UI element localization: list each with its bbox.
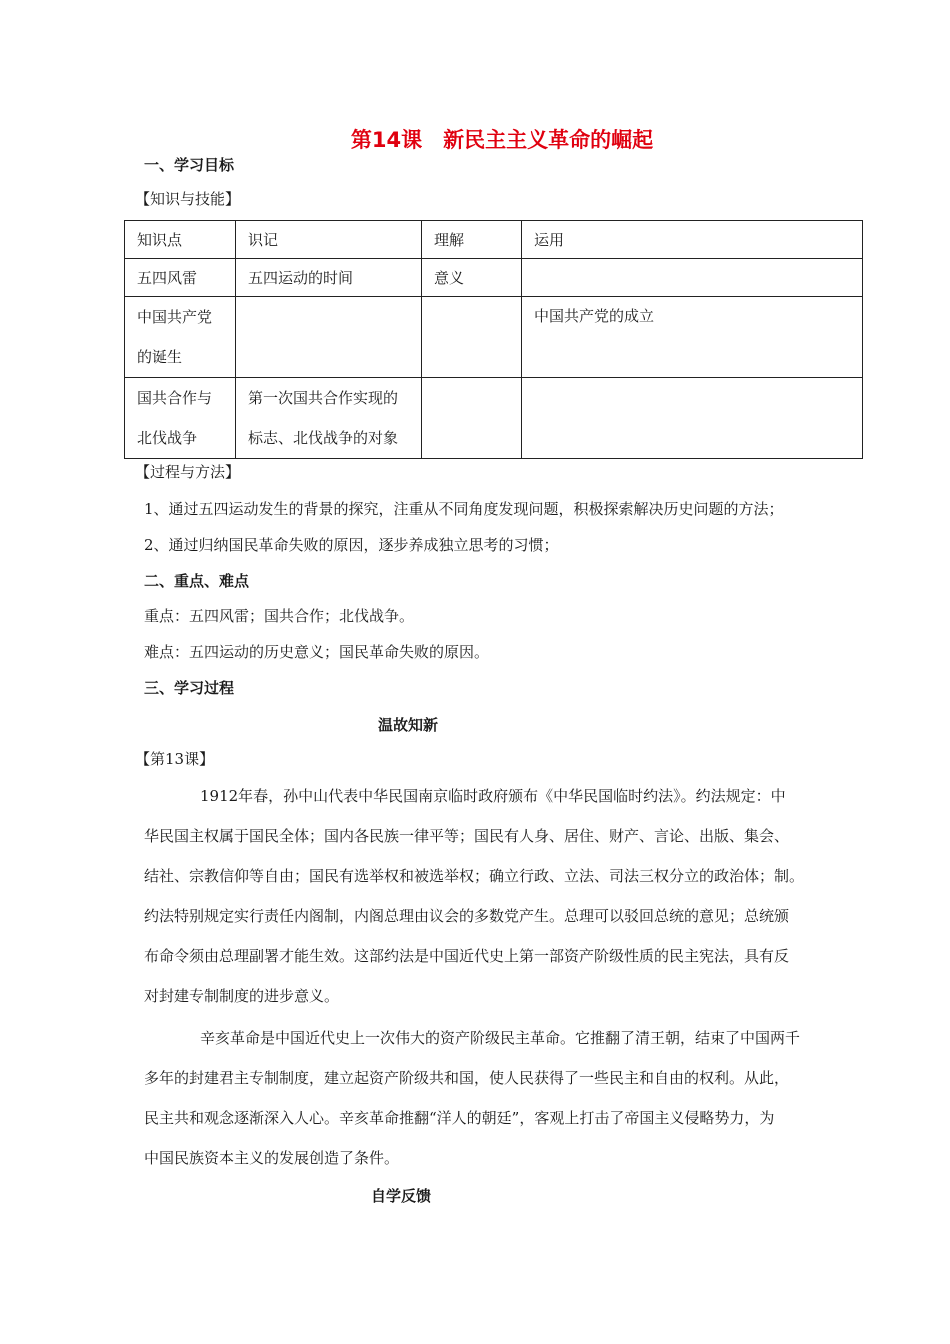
section-heading-objectives: 一、学习目标	[144, 156, 235, 174]
review-heading: 温故知新	[378, 716, 439, 734]
table-cell	[422, 297, 522, 378]
process-item-1: 1、通过五四运动发生的背景的探究，注重从不同角度发现问题，积极探索解决历史问题的方法；	[144, 500, 784, 518]
table-cell	[422, 259, 522, 297]
table-cell	[422, 378, 522, 459]
cell-text: 国共合作与	[137, 389, 213, 407]
cell-text: 五四风雷	[137, 269, 198, 287]
table-cell	[236, 378, 422, 459]
knowledge-skills-label: 【知识与技能】	[135, 190, 241, 208]
paragraph-line: 民主共和观念逐渐深入人心。辛亥革命推翻“洋人的朝廷”，客观上打击了帝国主义侵略势力，为	[144, 1109, 775, 1127]
cell-text: 五四运动的时间	[248, 269, 354, 287]
table-cell	[125, 378, 236, 459]
cell-text: 中国共产党	[137, 308, 213, 326]
table-row	[125, 259, 863, 297]
process-item-2: 2、通过归纳国民革命失败的原因，逐步养成独立思考的习惯；	[144, 536, 559, 554]
table-cell	[522, 259, 863, 297]
paragraph-revolution	[144, 1018, 879, 1178]
paragraph-line: 布命令须由总理副署才能生效。这部约法是中国近代史上第一部资产阶级性质的民主宪法，具有反	[144, 947, 790, 965]
cell-text: 意义	[434, 269, 465, 287]
paragraph-line: 辛亥革命是中国近代史上一次伟大的资产阶级民主革命。它推翻了清王朝，结束了中国两千	[200, 1029, 801, 1047]
table-header-cell: 运用	[522, 221, 863, 259]
cell-text: 北伐战争	[137, 429, 198, 447]
table-header-row	[125, 221, 863, 259]
paragraph-line: 结社、宗教信仰等自由；国民有选举权和被选举权；确立行政、立法、司法三权分立的政治体；制。	[144, 867, 805, 885]
table-cell	[236, 259, 422, 297]
table-header-cell: 理解	[422, 221, 522, 259]
paragraph-line: 多年的封建君主专制制度，建立起资产阶级共和国，使人民获得了一些民主和自由的权利。从此，	[144, 1069, 790, 1087]
table-cell	[236, 297, 422, 378]
cell-text: 标志、北伐战争的对象	[248, 429, 399, 447]
table-row	[125, 297, 863, 378]
knowledge-table	[124, 220, 863, 459]
table-header-cell: 识记	[236, 221, 422, 259]
section-heading-key-points: 二、重点、难点	[144, 572, 250, 590]
key-points-text: 重点：五四风雷；国共合作；北伐战争。	[144, 607, 415, 625]
paragraph-line: 中国民族资本主义的发展创造了条件。	[144, 1149, 400, 1167]
table-cell	[522, 297, 863, 378]
self-study-feedback-heading: 自学反馈	[371, 1187, 432, 1205]
paragraph-line: 对封建专制制度的进步意义。	[144, 987, 340, 1005]
paragraph-line: 约法特别规定实行责任内阁制，内阁总理由议会的多数党产生。总理可以驳回总统的意见；总统颁	[144, 907, 790, 925]
paragraph-line: 1912年春，孙中山代表中华民国南京临时政府颁布《中华民国临时约法》。约法规定：中	[200, 787, 786, 805]
paragraph-constitution	[144, 776, 879, 1016]
table-row	[125, 378, 863, 459]
cell-text: 中国共产党的成立	[534, 307, 655, 325]
table-cell	[125, 297, 236, 378]
section-heading-learning-process: 三、学习过程	[144, 679, 235, 697]
table-cell	[125, 259, 236, 297]
lesson-13-label: 【第13课】	[135, 750, 215, 768]
cell-text: 第一次国共合作实现的	[248, 389, 399, 407]
difficulties-text: 难点：五四运动的历史意义；国民革命失败的原因。	[144, 643, 490, 661]
cell-text: 的诞生	[137, 348, 183, 366]
table-header-cell: 知识点	[125, 221, 236, 259]
page-title: 第14课 新民主主义革命的崛起	[350, 128, 654, 152]
table-cell	[522, 378, 863, 459]
paragraph-line: 华民国主权属于国民全体；国内各民族一律平等；国民有人身、居住、财产、言论、出版、集会、	[144, 827, 790, 845]
process-methods-label: 【过程与方法】	[135, 463, 241, 481]
